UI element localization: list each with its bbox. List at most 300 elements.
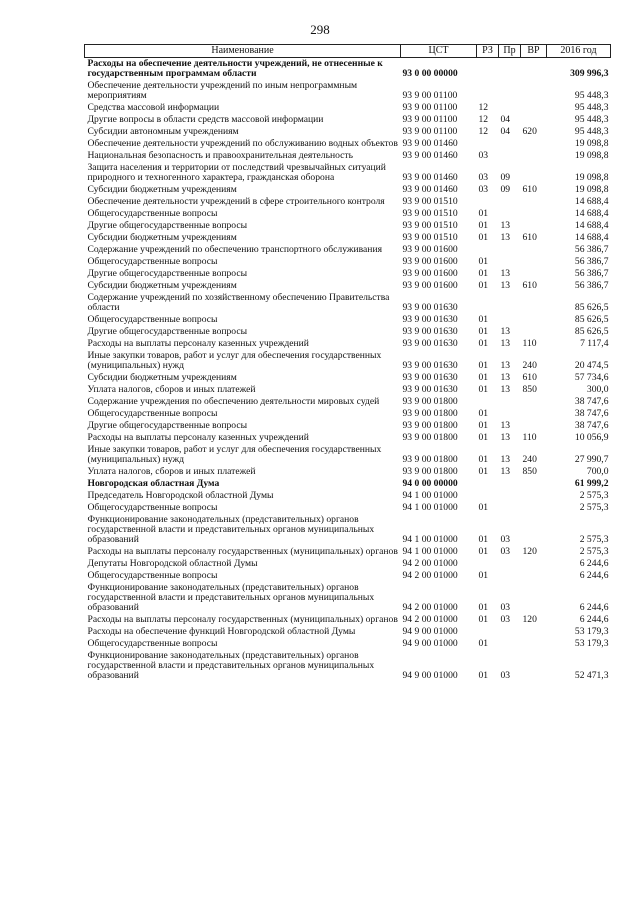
- cell-vr: [521, 558, 547, 570]
- cell-pr: 03: [500, 546, 511, 557]
- cell-rz: [477, 626, 499, 638]
- table-row: [85, 232, 611, 244]
- cell-vr: [521, 138, 547, 150]
- table-row: [85, 114, 611, 126]
- cell-vr: [521, 162, 547, 184]
- cell-vr: 110: [522, 432, 537, 443]
- cell-cst: 93 9 00 01510: [402, 220, 458, 231]
- cell-rz: 01: [478, 670, 489, 681]
- cell-sum: 6 244,6: [579, 602, 609, 613]
- header-cst: ЦСТ: [401, 45, 477, 58]
- cell-pr: [499, 626, 521, 638]
- cell-rz: [477, 396, 499, 408]
- cell-name: Уплата налогов, сборов и иных платежей: [87, 384, 256, 395]
- cell-cst: 94 1 00 01000: [402, 546, 458, 557]
- cell-rz: 01: [478, 466, 489, 477]
- cell-rz: 12: [478, 102, 489, 113]
- cell-pr: 03: [500, 670, 511, 681]
- cell-cst: 93 9 00 01460: [402, 184, 458, 195]
- cell-pr: 03: [500, 602, 511, 613]
- cell-cst: 94 1 00 01000: [402, 534, 458, 545]
- cell-rz: 01: [478, 534, 489, 545]
- cell-sum: 38 747,6: [574, 420, 609, 431]
- table-header: [85, 45, 611, 58]
- cell-pr: 13: [500, 326, 511, 337]
- cell-pr: 04: [500, 126, 511, 137]
- cell-vr: 610: [522, 280, 537, 291]
- cell-pr: 13: [500, 384, 511, 395]
- cell-cst: 94 1 00 01000: [402, 502, 458, 513]
- cell-pr: [499, 138, 521, 150]
- cell-pr: [499, 80, 521, 102]
- cell-cst: 94 9 00 01000: [402, 638, 458, 649]
- cell-vr: [521, 256, 547, 268]
- cell-sum: 2 575,3: [579, 534, 609, 545]
- cell-sum: 14 688,4: [574, 232, 609, 243]
- cell-vr: 610: [522, 232, 537, 243]
- cell-pr: [499, 478, 521, 490]
- cell-name: Общегосударственные вопросы: [87, 570, 218, 581]
- cell-sum: 57 734,6: [574, 372, 609, 383]
- table-row: [85, 432, 611, 444]
- cell-pr: [499, 196, 521, 208]
- table-row: [85, 650, 611, 682]
- cell-cst: 93 9 00 01510: [402, 232, 458, 243]
- cell-vr: 120: [522, 614, 537, 625]
- table-row: [85, 138, 611, 150]
- cell-sum: 38 747,6: [574, 396, 609, 407]
- table-row: [85, 420, 611, 432]
- table-row: [85, 80, 611, 102]
- cell-cst: 94 2 00 01000: [402, 570, 458, 581]
- cell-name: Субсидии бюджетным учреждениям: [87, 280, 237, 291]
- cell-sum: 19 098,8: [574, 150, 609, 161]
- table-row: [85, 466, 611, 478]
- cell-pr: [499, 256, 521, 268]
- cell-name: Функционирование законодательных (представительных) органов государственной власти и представительных органов муниципальных образований: [87, 514, 375, 545]
- cell-rz: 01: [478, 432, 489, 443]
- cell-sum: 309 996,3: [570, 68, 609, 79]
- cell-sum: 2 575,3: [579, 490, 609, 501]
- cell-pr: [499, 208, 521, 220]
- cell-pr: [499, 490, 521, 502]
- cell-sum: 95 448,3: [574, 126, 609, 137]
- cell-name: Субсидии бюджетным учреждениям: [87, 184, 237, 195]
- cell-cst: 93 9 00 01100: [402, 102, 458, 113]
- cell-sum: 56 386,7: [574, 256, 609, 267]
- table-row: [85, 208, 611, 220]
- cell-cst: 93 9 00 01800: [402, 466, 458, 477]
- table-row: [85, 384, 611, 396]
- cell-rz: 01: [478, 314, 489, 325]
- cell-sum: 14 688,4: [574, 208, 609, 219]
- cell-name: Общегосударственные вопросы: [87, 408, 218, 419]
- cell-name: Расходы на обеспечение деятельности учреждений, не отнесенные к государственным программам области: [87, 58, 383, 79]
- cell-rz: 01: [478, 408, 489, 419]
- cell-rz: 01: [478, 220, 489, 231]
- cell-sum: 85 626,5: [574, 302, 609, 313]
- cell-name: Обеспечение деятельности учреждений по иным непрограммным мероприятиям: [87, 80, 358, 101]
- cell-pr: [499, 570, 521, 582]
- cell-sum: 6 244,6: [579, 558, 609, 569]
- cell-name: Субсидии бюджетным учреждениям: [87, 372, 237, 383]
- cell-cst: 93 9 00 01600: [402, 256, 458, 267]
- table-row: [85, 626, 611, 638]
- cell-vr: 620: [522, 126, 537, 137]
- cell-rz: [477, 58, 499, 81]
- cell-pr: [499, 58, 521, 81]
- cell-vr: 120: [522, 546, 537, 557]
- cell-rz: 03: [478, 150, 489, 161]
- cell-pr: 13: [500, 432, 511, 443]
- cell-rz: 12: [478, 114, 489, 125]
- cell-pr: 13: [500, 360, 511, 371]
- cell-pr: 13: [500, 268, 511, 279]
- cell-vr: [521, 408, 547, 420]
- cell-pr: 13: [500, 466, 511, 477]
- cell-sum: 14 688,4: [574, 196, 609, 207]
- table-row: [85, 396, 611, 408]
- cell-vr: 850: [522, 466, 537, 477]
- cell-pr: [499, 396, 521, 408]
- cell-cst: 93 9 00 01800: [402, 454, 458, 465]
- cell-name: Обеспечение деятельности учреждений по обслуживанию водных объектов: [87, 138, 398, 149]
- cell-name: Другие общегосударственные вопросы: [87, 420, 248, 431]
- cell-rz: 01: [478, 326, 489, 337]
- cell-pr: [499, 292, 521, 314]
- cell-pr: 09: [500, 184, 511, 195]
- cell-vr: [521, 502, 547, 514]
- table-row: [85, 150, 611, 162]
- cell-name: Общегосударственные вопросы: [87, 314, 218, 325]
- cell-cst: 93 9 00 01460: [402, 138, 458, 149]
- cell-vr: [521, 196, 547, 208]
- cell-vr: [521, 514, 547, 546]
- cell-pr: 03: [500, 614, 511, 625]
- table-row: [85, 102, 611, 114]
- cell-rz: [477, 292, 499, 314]
- table-row: [85, 350, 611, 372]
- table-row: [85, 126, 611, 138]
- header-sum: 2016 год: [547, 45, 611, 58]
- table-row: [85, 444, 611, 466]
- cell-sum: 85 626,5: [574, 314, 609, 325]
- table-row: [85, 196, 611, 208]
- cell-sum: 10 056,9: [574, 432, 609, 443]
- cell-vr: [521, 114, 547, 126]
- cell-vr: [521, 570, 547, 582]
- cell-vr: [521, 626, 547, 638]
- table-row: [85, 220, 611, 232]
- table-row: [85, 514, 611, 546]
- cell-vr: [521, 150, 547, 162]
- cell-name: Содержание учреждений по обеспечению транспортного обслуживания: [87, 244, 382, 255]
- table-row: [85, 408, 611, 420]
- table-row: [85, 58, 611, 81]
- cell-vr: [521, 326, 547, 338]
- cell-rz: 01: [478, 280, 489, 291]
- header-vr: ВР: [521, 45, 547, 58]
- cell-name: Депутаты Новгородской областной Думы: [87, 558, 258, 569]
- cell-rz: 01: [478, 420, 489, 431]
- cell-vr: [521, 292, 547, 314]
- cell-name: Расходы на обеспечение функций Новгородской областной Думы: [87, 626, 356, 637]
- cell-name: Новгородская областная Дума: [87, 478, 220, 489]
- cell-sum: 27 990,7: [574, 454, 609, 465]
- cell-cst: 93 9 00 01800: [402, 408, 458, 419]
- cell-rz: 01: [478, 546, 489, 557]
- cell-vr: [521, 244, 547, 256]
- cell-cst: 94 9 00 01000: [402, 626, 458, 637]
- cell-cst: 93 9 00 01100: [402, 126, 458, 137]
- cell-rz: 03: [478, 172, 489, 183]
- cell-rz: 01: [478, 232, 489, 243]
- cell-pr: [499, 102, 521, 114]
- cell-sum: 56 386,7: [574, 280, 609, 291]
- cell-pr: [499, 638, 521, 650]
- cell-name: Другие общегосударственные вопросы: [87, 268, 248, 279]
- cell-pr: [499, 408, 521, 420]
- cell-vr: [521, 208, 547, 220]
- cell-name: Другие общегосударственные вопросы: [87, 326, 248, 337]
- cell-pr: 13: [500, 338, 511, 349]
- cell-sum: 38 747,6: [574, 408, 609, 419]
- cell-cst: 94 2 00 01000: [402, 614, 458, 625]
- table-row: [85, 582, 611, 614]
- cell-sum: 53 179,3: [574, 626, 609, 637]
- cell-vr: [521, 268, 547, 280]
- header-rz: РЗ: [477, 45, 499, 58]
- cell-name: Субсидии бюджетным учреждениям: [87, 232, 237, 243]
- cell-cst: 93 9 00 01630: [402, 302, 458, 313]
- cell-cst: 93 9 00 01100: [402, 90, 458, 101]
- table-row: [85, 244, 611, 256]
- cell-name: Расходы на выплаты персоналу казенных учреждений: [87, 432, 309, 443]
- cell-cst: 93 9 00 01630: [402, 384, 458, 395]
- cell-vr: [521, 314, 547, 326]
- cell-name: Расходы на выплаты персоналу государственных (муниципальных) органов: [87, 614, 398, 625]
- cell-cst: 93 9 00 01510: [402, 208, 458, 219]
- cell-rz: [477, 80, 499, 102]
- cell-pr: 13: [500, 454, 511, 465]
- cell-rz: 01: [478, 338, 489, 349]
- cell-name: Общегосударственные вопросы: [87, 638, 218, 649]
- cell-vr: 110: [522, 338, 537, 349]
- cell-vr: [521, 220, 547, 232]
- cell-sum: 14 688,4: [574, 220, 609, 231]
- cell-name: Субсидии автономным учреждениям: [87, 126, 239, 137]
- cell-cst: 93 9 00 01460: [402, 172, 458, 183]
- cell-sum: 2 575,3: [579, 546, 609, 557]
- cell-vr: 610: [522, 184, 537, 195]
- cell-rz: 03: [478, 184, 489, 195]
- cell-name: Иные закупки товаров, работ и услуг для обеспечения государственных (муниципальных) нужд: [87, 444, 382, 465]
- cell-pr: 13: [500, 372, 511, 383]
- cell-cst: 93 9 00 01630: [402, 360, 458, 371]
- table-row: [85, 256, 611, 268]
- table-row: [85, 502, 611, 514]
- table-row: [85, 162, 611, 184]
- cell-sum: 53 179,3: [574, 638, 609, 649]
- cell-name: Расходы на выплаты персоналу государственных (муниципальных) органов: [87, 546, 398, 557]
- cell-cst: 94 9 00 01000: [402, 670, 458, 681]
- cell-sum: 95 448,3: [574, 90, 609, 101]
- cell-sum: 85 626,5: [574, 326, 609, 337]
- cell-rz: 01: [478, 502, 489, 513]
- cell-vr: [521, 650, 547, 682]
- cell-rz: 01: [478, 256, 489, 267]
- cell-vr: [521, 582, 547, 614]
- cell-cst: 93 9 00 01800: [402, 432, 458, 443]
- cell-pr: [499, 150, 521, 162]
- table-row: [85, 490, 611, 502]
- cell-name: Общегосударственные вопросы: [87, 502, 218, 513]
- cell-sum: 7 117,4: [580, 338, 609, 349]
- cell-sum: 2 575,3: [579, 502, 609, 513]
- cell-name: Расходы на выплаты персоналу казенных учреждений: [87, 338, 309, 349]
- cell-cst: 93 9 00 01630: [402, 326, 458, 337]
- cell-cst: 94 0 00 00000: [402, 478, 458, 489]
- cell-rz: 01: [478, 208, 489, 219]
- cell-pr: 04: [500, 114, 511, 125]
- cell-vr: [521, 102, 547, 114]
- cell-cst: 93 9 00 01800: [402, 420, 458, 431]
- cell-name: Защита населения и территории от последствий чрезвычайных ситуаций природного и техногенного характера, гражданская оборона: [87, 162, 386, 183]
- cell-cst: 93 9 00 01600: [402, 244, 458, 255]
- table-row: [85, 268, 611, 280]
- cell-name: Национальная безопасность и правоохранительная деятельность: [87, 150, 353, 161]
- cell-name: Другие вопросы в области средств массовой информации: [87, 114, 324, 125]
- cell-sum: 6 244,6: [579, 614, 609, 625]
- cell-vr: [521, 490, 547, 502]
- table-row: [85, 292, 611, 314]
- cell-vr: 240: [522, 454, 537, 465]
- cell-rz: 01: [478, 602, 489, 613]
- cell-cst: 94 2 00 01000: [402, 558, 458, 569]
- cell-rz: 01: [478, 268, 489, 279]
- cell-pr: 13: [500, 420, 511, 431]
- header-pr: Пр: [499, 45, 521, 58]
- cell-cst: 93 9 00 01510: [402, 196, 458, 207]
- cell-vr: [521, 396, 547, 408]
- cell-cst: 93 9 00 01460: [402, 150, 458, 161]
- cell-name: Иные закупки товаров, работ и услуг для обеспечения государственных (муниципальных) нужд: [87, 350, 382, 371]
- cell-pr: 09: [500, 172, 511, 183]
- table-row: [85, 546, 611, 558]
- cell-cst: 93 9 00 01800: [402, 396, 458, 407]
- cell-vr: [521, 638, 547, 650]
- cell-pr: [499, 244, 521, 256]
- table-row: [85, 558, 611, 570]
- table-row: [85, 570, 611, 582]
- cell-pr: 03: [500, 534, 511, 545]
- cell-pr: 13: [500, 280, 511, 291]
- cell-name: Функционирование законодательных (представительных) органов государственной власти и представительных органов муниципальных образований: [87, 650, 375, 681]
- cell-sum: 19 098,8: [574, 184, 609, 195]
- cell-vr: 850: [522, 384, 537, 395]
- page-number: 298: [310, 22, 330, 37]
- cell-rz: 01: [478, 570, 489, 581]
- cell-sum: 6 244,6: [579, 570, 609, 581]
- cell-sum: 20 474,5: [574, 360, 609, 371]
- table-row: [85, 314, 611, 326]
- table-body: [85, 58, 611, 683]
- cell-rz: 01: [478, 360, 489, 371]
- cell-vr: 240: [522, 360, 537, 371]
- cell-rz: 01: [478, 372, 489, 383]
- cell-cst: 94 2 00 01000: [402, 602, 458, 613]
- table-row: [85, 184, 611, 196]
- cell-cst: 93 9 00 01600: [402, 280, 458, 291]
- header-name: Наименование: [85, 45, 401, 58]
- cell-pr: [499, 502, 521, 514]
- cell-vr: [521, 478, 547, 490]
- cell-sum: 300,0: [586, 384, 609, 395]
- cell-name: Общегосударственные вопросы: [87, 208, 218, 219]
- cell-sum: 52 471,3: [574, 670, 609, 681]
- cell-rz: 01: [478, 384, 489, 395]
- cell-name: Другие общегосударственные вопросы: [87, 220, 248, 231]
- cell-name: Общегосударственные вопросы: [87, 256, 218, 267]
- cell-vr: [521, 420, 547, 432]
- table-row: [85, 372, 611, 384]
- budget-table: [84, 44, 611, 682]
- cell-name: Содержание учреждения по обеспечению деятельности мировых судей: [87, 396, 380, 407]
- cell-cst: 93 9 00 01630: [402, 372, 458, 383]
- cell-rz: 12: [478, 126, 489, 137]
- cell-sum: 95 448,3: [574, 114, 609, 125]
- cell-vr: 610: [522, 372, 537, 383]
- table-row: [85, 338, 611, 350]
- cell-name: Содержание учреждений по хозяйственному обеспечению Правительства области: [87, 292, 390, 313]
- table-row: [85, 478, 611, 490]
- cell-sum: 56 386,7: [574, 244, 609, 255]
- table-row: [85, 326, 611, 338]
- cell-rz: 01: [478, 638, 489, 649]
- cell-name: Обеспечение деятельности учреждений в сфере строительного контроля: [87, 196, 385, 207]
- cell-rz: 01: [478, 614, 489, 625]
- cell-rz: [477, 490, 499, 502]
- cell-name: Средства массовой информации: [87, 102, 220, 113]
- cell-rz: [477, 558, 499, 570]
- cell-rz: [477, 196, 499, 208]
- cell-cst: 93 9 00 01630: [402, 338, 458, 349]
- cell-rz: [477, 138, 499, 150]
- cell-cst: 93 9 00 01100: [402, 114, 458, 125]
- cell-sum: 19 098,8: [574, 138, 609, 149]
- table-row: [85, 614, 611, 626]
- cell-pr: [499, 558, 521, 570]
- cell-cst: 93 9 00 01600: [402, 268, 458, 279]
- cell-cst: 94 1 00 01000: [402, 490, 458, 501]
- cell-pr: [499, 314, 521, 326]
- cell-rz: 01: [478, 454, 489, 465]
- cell-name: Председатель Новгородской областной Думы: [87, 490, 274, 501]
- table-row: [85, 638, 611, 650]
- cell-name: Уплата налогов, сборов и иных платежей: [87, 466, 256, 477]
- cell-pr: 13: [500, 220, 511, 231]
- cell-name: Функционирование законодательных (представительных) органов государственной власти и представительных органов муниципальных образований: [87, 582, 375, 613]
- cell-rz: [477, 244, 499, 256]
- cell-pr: 13: [500, 232, 511, 243]
- cell-vr: [521, 80, 547, 102]
- cell-cst: 93 0 00 00000: [402, 68, 458, 79]
- cell-sum: 61 999,2: [574, 478, 609, 489]
- cell-sum: 95 448,3: [574, 102, 609, 113]
- cell-vr: [521, 58, 547, 81]
- cell-cst: 93 9 00 01630: [402, 314, 458, 325]
- cell-rz: [477, 478, 499, 490]
